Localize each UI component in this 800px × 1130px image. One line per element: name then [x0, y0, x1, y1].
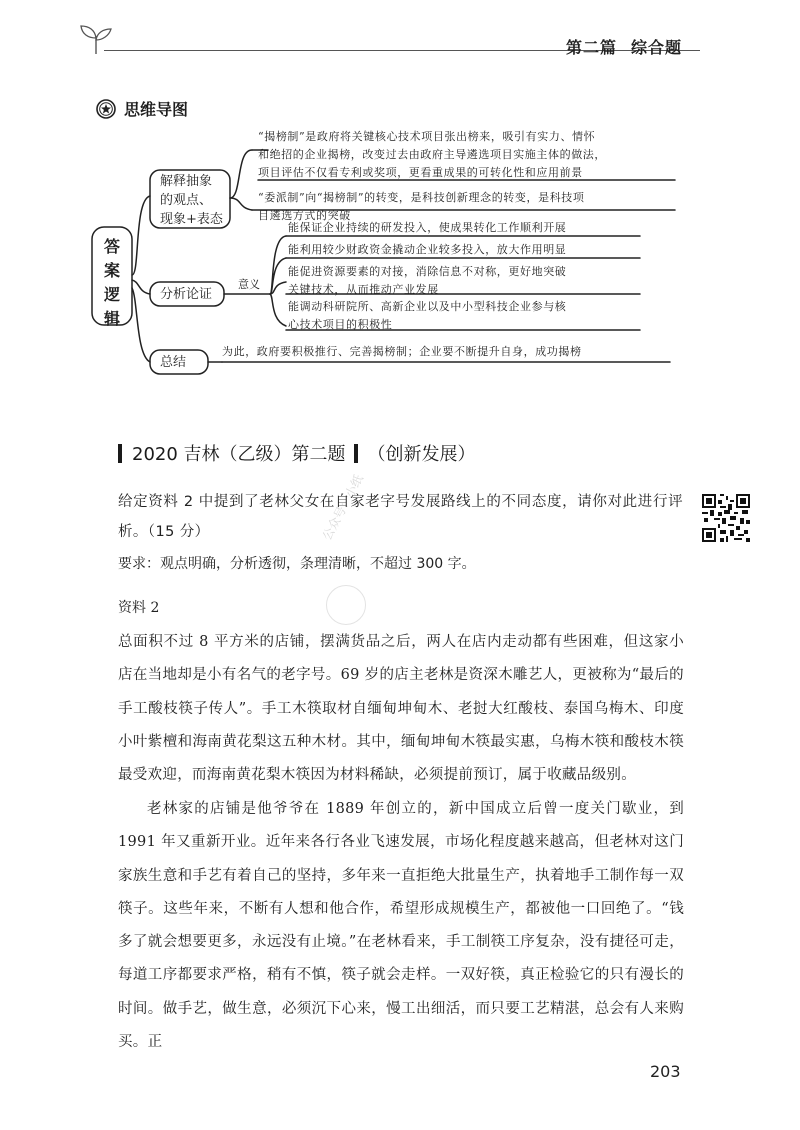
branch2-leaf-4-line1: 能调动科研院所、高新企业以及中小型科技企业参与核: [288, 300, 567, 313]
meaning-label: 意义: [238, 278, 260, 291]
material-paragraph-2: 老林家的店铺是他爷爷在 1889 年创立的，新中国成立后曾一度关门歇业，到 1991 年又重新开业。近年来各行各业飞速发展，市场化程度越来越高，但老林对这门家族生意和手艺有着自己的坚持，多年来一直拒绝大批量生产，执着地手工制作每一双筷子。这些年来，不断有人想和他合作，希望形成规模生产，都被他一口回绝了。“钱多了就会想要更多，永远没有止境。”在老林看来，手工制筷工序复杂，没有捷径可走，每道工序都要求严格，稍有不慎，筷子就会走样。一双好筷，真正检验它的只有漫长的时间。做手艺，做生意，必须沉下心来，慢工出细活，而只要工艺精湛，总会有人来购买。正: [118, 801, 684, 1051]
connector-b1: [132, 196, 150, 275]
question-requirement: 要求：观点明确，分析透彻，条理清晰，不超过 300 字。: [118, 556, 476, 572]
branch-label-1-line3: 现象+表态: [160, 212, 223, 227]
branch2-leaf-1: 能保证企业持续的研发投入，使成果转化工作顺利开展: [288, 221, 567, 234]
qr-code-icon[interactable]: [700, 492, 752, 544]
question-prompt: 给定资料 2 中提到了老林父女在自家老字号发展路线上的不同态度，请你对此进行评析。（15 分）: [118, 494, 683, 540]
branch2-leaf-4: [288, 298, 648, 334]
branch2-leaf-3: [288, 263, 648, 299]
branch1-leaf-1: [258, 128, 678, 182]
connector-b2: [132, 280, 150, 294]
connector-b2-leaf4: [270, 294, 286, 326]
branch1-leaf-2-line2: 目遴选方式的突破: [258, 209, 351, 222]
mindmap: [0, 0, 800, 400]
branch1-leaf-2-line1: “委派制”向“揭榜制”的转变，是科技创新理念的转变，是科技项: [258, 191, 585, 204]
branch1-leaf-1-line1: “揭榜制”是政府将关键核心技术项目张出榜来，吸引有实力、情怀: [258, 130, 596, 143]
branch2-leaf-3-line2: 关键技术，从而推动产业发展: [288, 283, 439, 296]
question-topic: （创新发展）: [367, 444, 476, 465]
connector-b3: [132, 288, 150, 362]
question-heading: [118, 440, 476, 466]
branch2-leaf-4-line2: 心技术项目的积极性: [288, 318, 393, 331]
header-section: 综合题: [631, 38, 683, 57]
branch-label-1-line1: 解释抽象: [160, 174, 213, 189]
branch-label-1: [160, 172, 223, 229]
branch-label-1-line2: 的观点、: [160, 193, 213, 208]
connector-b1-leaf1: [230, 150, 252, 198]
branch3-leaf: 为此，政府要积极推行、完善揭榜制；企业要不断提升自身，成功揭榜: [222, 345, 582, 358]
branch2-leaf-3-line1: 能促进资源要素的对接，消除信息不对称，更好地突破: [288, 265, 567, 278]
question-title: 2020 吉林（乙级）第二题: [132, 444, 346, 465]
watermark-text: 公众号：小纸: [319, 472, 366, 543]
mindmap-root-label: 答案逻辑: [103, 237, 120, 328]
branch-label-2: 分析论证: [160, 287, 213, 302]
page-number: 203: [650, 1062, 681, 1081]
material-paragraph-1: 总面积不过 8 平方米的店铺，摆满货品之后，两人在店内走动都有些困难，但这家小店在当地却是小有名气的老字号。69 岁的店主老林是资深木雕艺人，更被称为“最后的手工酸枝筷子传人”。手工木筷取材自缅甸坤甸木、老挝大红酸枝、泰国乌梅木、印度小叶紫檀和海南黄花梨这五种木材。其中，缅甸坤甸木筷最实惠，乌梅木筷和酸枝木筷最受欢迎，而海南黄花梨木筷因为材料稀缺，必须提前预订，属于收藏品级别。: [118, 634, 684, 784]
branch-label-3: 总结: [160, 355, 187, 370]
connector-b1-leaf2: [230, 198, 252, 210]
heading-bar-mid: [354, 444, 358, 463]
heading-bar-left: [118, 444, 122, 463]
mindmap-title: 思维导图: [124, 100, 189, 119]
header-part: 第二篇: [566, 38, 618, 57]
material-label: 资料 2: [118, 600, 160, 616]
branch2-leaf-2: 能利用较少财政资金撬动企业较多投入，放大作用明显: [288, 243, 567, 256]
branch1-leaf-1-line3: 项目评估不仅看专利或奖项，更看重成果的可转化性和应用前景: [258, 166, 583, 179]
branch1-leaf-1-line2: 和绝招的企业揭榜，改变过去由政府主导遴选项目实施主体的做法，: [258, 148, 606, 161]
